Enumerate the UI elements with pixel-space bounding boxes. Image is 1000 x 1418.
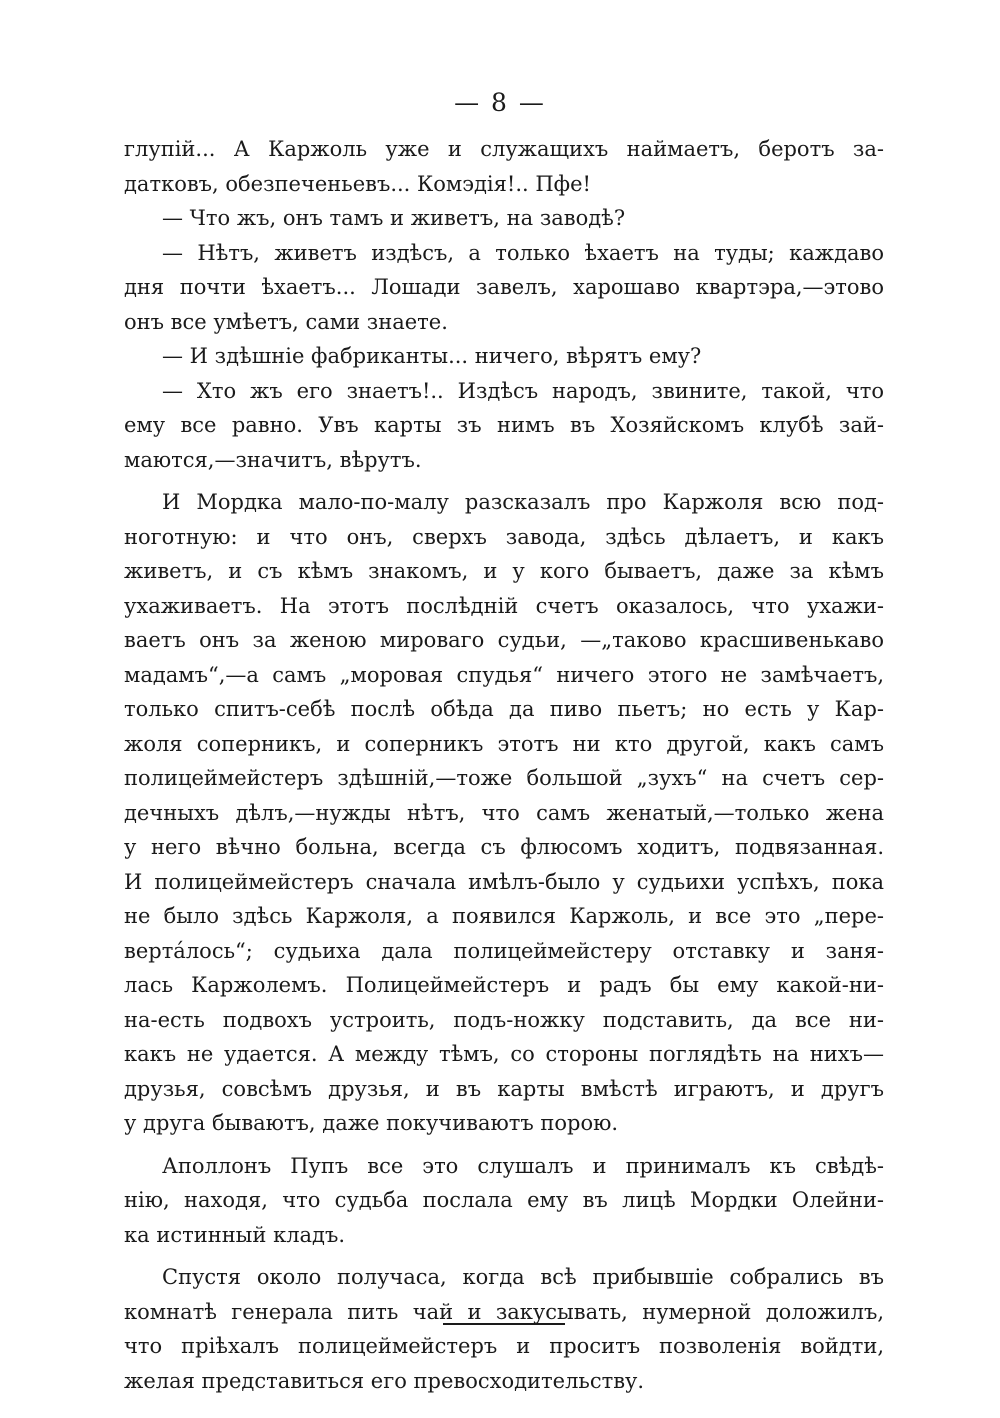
body-text <box>124 132 884 1398</box>
text-line: какъ не удается. А между тѣмъ, со стороны поглядѣть на нихъ— <box>124 1042 884 1066</box>
text-line: не было здѣсь Каржоля, а появился Каржоль, и все это „пере- <box>124 904 884 928</box>
text-line: нію, находя, что судьба послала ему въ лицѣ Мордки Олейни- <box>124 1188 884 1212</box>
text-line: ваетъ онъ за женою мироваго судьи, —„таково красшивенькаво <box>124 628 884 652</box>
section-end-rule <box>443 1323 565 1325</box>
text-line: ка истинный кладъ. <box>124 1222 346 1247</box>
text-line: комнатѣ генерала пить чай и закусывать, нумерной доложилъ, <box>124 1299 884 1324</box>
text-line: что пріѣхалъ полицеймейстеръ и проситъ позволенія войдти, <box>124 1334 884 1358</box>
text-line: глупій... А Каржоль уже и служащихъ наймаетъ, беротъ за- <box>124 137 884 161</box>
dialogue-line: — И здѣшніе фабриканты... ничего, вѣрятъ ему? <box>162 344 702 368</box>
text-line: живетъ, и съ кѣмъ знакомъ, и у кого бываетъ, даже за кѣмъ <box>124 559 884 583</box>
text-line: И полицеймейстеръ сначала имѣлъ-было у судьихи успѣхъ, пока <box>124 869 884 894</box>
text-line: дня почти ѣхаетъ... Лошади завелъ, харошаво квартэра,—этово <box>124 275 884 299</box>
text-line: жоля соперникъ, и соперникъ этотъ ни кто другой, какъ самъ <box>124 731 884 756</box>
paragraph-first-line: И Мордка мало-по-малу разсказалъ про Каржоля всю под- <box>162 490 884 514</box>
text-line: у него вѣчно больна, всегда съ флюсомъ ходитъ, подвязанная. <box>124 835 884 859</box>
paragraph-first-line: Спустя около получаса, когда всѣ прибывшіе собрались въ <box>162 1265 884 1289</box>
text-line: друзья, совсѣмъ друзья, и въ карты вмѣстѣ играютъ, и другъ <box>124 1076 884 1101</box>
dialogue-line: — Нѣтъ, живетъ издѣсъ, а только ѣхаетъ на туды; каждаво <box>162 240 884 265</box>
paragraph-first-line: Аполлонъ Пупъ все это слушалъ и принималъ къ свѣдѣ- <box>162 1153 884 1178</box>
text-line: датковъ, обезпеченьевъ... Комэдія!.. Пфе! <box>124 171 591 196</box>
text-line: дечныхъ дѣлъ,—нужды нѣтъ, что самъ женатый,—только жена <box>124 800 884 825</box>
text-line: маются,—значитъ, вѣрутъ. <box>124 447 422 472</box>
text-line: на-есть подвохъ устроить, подъ-ножку подставить, да все ни- <box>124 1007 884 1032</box>
text-line: ухаживаетъ. На этотъ послѣдній счетъ оказалось, что ухажи- <box>124 593 884 618</box>
page-number: — 8 — <box>454 88 546 117</box>
text-line: полицеймейстеръ здѣшній,—тоже большой „зухъ“ на счетъ сер- <box>124 766 884 790</box>
text-line: желая представиться его превосходительству. <box>124 1368 645 1393</box>
dialogue-line: — Что жъ, онъ тамъ и живетъ, на заводѣ? <box>162 206 626 230</box>
text-line: вертáлось“; судьиха дала полицеймейстеру отставку и заня- <box>124 938 884 963</box>
text-line: у друга бываютъ, даже покучиваютъ порою. <box>124 1111 619 1135</box>
text-line: ноготную: и что онъ, сверхъ завода, здѣсь дѣлаетъ, и какъ <box>124 524 884 549</box>
dialogue-line: — Хто жъ его знаетъ!.. Издѣсъ народъ, звините, такой, что <box>162 378 884 403</box>
text-line: лась Каржолемъ. Полицеймейстеръ и радъ бы ему какой-ни- <box>124 973 884 997</box>
text-line: мадамъ“,—а самъ „моровая спудья“ ничего этого не замѣчаетъ, <box>124 662 884 687</box>
text-line: только спитъ-себѣ послѣ обѣда да пиво пьетъ; но есть у Кар- <box>124 697 884 721</box>
text-line: онъ все умѣетъ, сами знаете. <box>124 309 448 334</box>
text-line: ему все равно. Увъ карты зъ нимъ въ Хозяйскомъ клубѣ зай- <box>124 413 884 437</box>
